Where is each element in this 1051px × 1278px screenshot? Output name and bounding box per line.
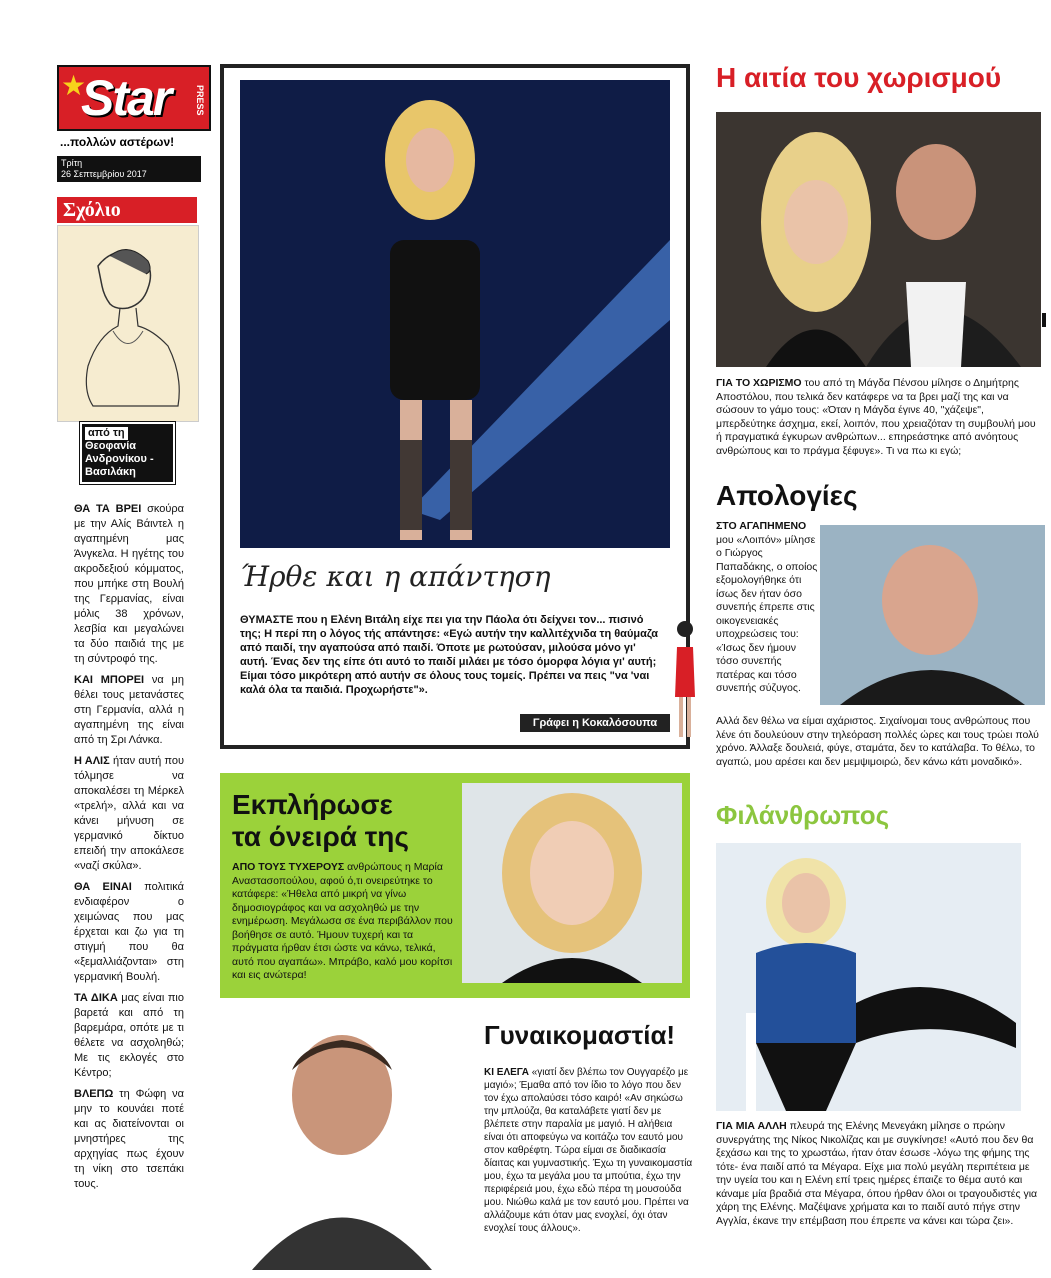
divorce-title: Η αιτία του χωρισμού [716,62,1002,93]
singer-photo [240,80,670,548]
apologies-title: Απολογίες [716,480,858,511]
comment-paragraph: ΤΑ ΔΙΚΑ μας είναι πιο βαρετά και από τη βαρεμάρα, οπότε με τι θέλετε να ασχοληθώ; Με τις εκλογές στο Κέντρο; [74,992,184,1079]
tagline: ...πολλών αστέρων! [60,135,175,149]
star-icon: ★ [61,70,87,101]
actor-photo [222,1015,462,1270]
divorce-text: ΓΙΑ ΤΟ ΧΩΡΙΣΜΟ του από τη Μάγδα Πένσου μίλησε ο Δημήτρης Αποστόλου, που τελικά δεν κατάφερε να τα βρει μαζί της και να σώσουν το γάμο τους: «Όταν η Μάγδα έγινε 40, "χάζεψε", μπερδεύτηκε άσχημα, εκεί, λοιπόν, που χρειαζόταν τη συμβουλή μου ή πραγματικά έγκυρων ανθρώπων... επηρεάστηκε από ανόητους ανθρώπους και το πράγμα ξέφυγε». Τι να πω κι εγώ; [716,377,1036,457]
comment-paragraph: Η ΑΛΙΣ ήταν αυτή που τόλμησε να αποκαλέσει τη Μέρκελ «τρελή», αλλά και να κάνει μήνυση σε γερμανικό δίκτυο επειδή την αποκάλεσε «ναζί σκύλα». [74,755,184,872]
star-logo [57,65,211,131]
issue-day: Τρίτη [61,158,83,168]
section-label-comment: Σχόλιο [57,197,197,223]
apologies-text: ΣΤΟ ΑΓΑΠΗΜΕΝΟ μου «Λοιπόν» μίλησε ο Γιώργος Παπαδάκης, ο οποίος εξομολογήθηκε ότι ίσως δεν ήταν όσο συνεπής έπρεπε στις οικογενειακές υποχρεώσεις του: «Ίσως δεν ήμουν τόσο συνεπής πατέρας και τόσο συνεπής σύζυγος. [716,520,818,694]
couple-photo [716,112,1041,367]
green-story-title: Εκπλήρωσε τα όνειρά της [232,789,409,852]
feature-byline: Γράφει η Κοκαλόσουπα [520,714,670,732]
journalist-photo [462,783,682,983]
logo-sub: PRESS [195,85,205,116]
cartoon-figure [673,617,697,745]
author-from: από τη [85,427,128,440]
author-sketch [57,225,199,422]
comment-column [74,502,184,1198]
issue-date [57,156,201,182]
author-box [80,422,175,484]
comment-paragraph: ΘΑ ΕΙΝΑΙ πολιτικά ενδιαφέρον ο χειμώνας που μας έρχεται και ζω για τη στιγμή που θα «ξεμαλλιάζονται» στη γερμανική Βουλή. [74,881,184,983]
comment-paragraph: ΚΑΙ ΜΠΟΡΕΙ να μη θέλει τους μετανάστες στη Γερμανία, αλλά η αγαπημένη της είναι από τη Σρι Λάνκα. [74,674,184,746]
feature-text: ΘΥΜΑΣΤΕ που η Ελένη Βιτάλη είχε πει για την Πάολα ότι δείχνει τον... πισινό της; Η περί πη ο λόγος τής απάντησε: «Εγώ αυτήν την καλλιτέχνιδα τη θαύμαζα από παιδί, την αγαπούσα από παιδί. Όποτε με ρωτούσαν, μιλούσα μόνο γι' αυτή. Ένας δεν της είπε ότι αυτό το παιδί μιλάει με τόσο όμορφα λόγια γι' αυτή; Είμαι τόσο μικρότερη από αυτήν σε όλους τους τομείς. Πρέπει να πεις "να 'ναι καλά όλα τα παιδιά. Προχωρήστε"». [240,614,659,696]
papadakis-photo [820,525,1045,705]
green-story-text: ΑΠΟ ΤΟΥΣ ΤΥΧΕΡΟΥΣ ανθρώπους η Μαρία Αναστασοπούλου, αφού ό,τι ονειρεύτηκε το κατάφερε: «Ήθελα από μικρή να γίνω δημοσιογράφος και να ασχοληθώ με την ενημέρωση. Μεγάλωσα σε ένα περιβάλλον που βοήθησε σε αυτό. Ήμουν τυχερή και τα πράγματα ήρθαν έτσι ώστε να κάνω, τελικά, αυτό που αγαπάω». Μπράβο, καλό μου κορίτσι και εις ανώτερα! [232,861,453,981]
menegaki-photo [716,843,1021,1111]
comment-paragraph: ΘΑ ΤΑ ΒΡΕΙ σκούρα με την Αλίς Βάιντελ η αγαπημένη μας Άνγκελα. Η ηγέτης του ακροδεξιού κόμματος, που μπήκε στη Βουλή της Γερμανίας, είναι μόλις 38 χρόνων, λεσβία και μεγαλώνει τα δύο παιδιά της με τη σύντροφό της. [74,503,184,665]
feature-title: Ήρθε και η απάντηση [240,560,551,593]
issue-date-text: 26 Σεπτεμβρίου 2017 [61,169,147,179]
author-name: Θεοφανία Ανδρονίκου - Βασιλάκη [85,440,154,478]
gynaikomastia-title: Γυναικομαστία! [484,1020,676,1050]
philanthropist-title: Φιλάνθρωπος [716,800,890,830]
philanthropist-text: ΓΙΑ ΜΙΑ ΑΛΛΗ πλευρά της Ελένης Μενεγάκη μίλησε ο πρώην συνεργάτης της Νίκος Νικολίζας και με συγκίνησε! «Αυτό που δεν θα ξεχάσω και της το χρωστάω, ήταν όταν έσωσε -λόγω της φήμης της τότε- ένα παιδί από τα Μέγαρα. Είχε μια πολύ μεγάλη περιπέτεια με την υγεία του και η Ελένη επί τρεις ημέρες έπαιζε το θέμα αυτό και κάναμε μία βραδιά στα Μέγαρα, όπου ήρθαν όλοι οι τραγουδιστές για χάρη της Ελένης. Μαζέψανε χρήματα και το παιδί αυτό πήγε στην Αγγλία, έκανε την επέμβαση που έπρεπε να κάνει και τώρα ζει». [716,1120,1038,1227]
logo-text: Star [81,70,171,126]
comment-paragraph: ΒΛΕΠΩ τη Φώφη να μην το κουνάει ποτέ και ας διατείνονται οι μνηστήρες της αρχηγίας πως έχουν τη νίκη στο τσεπάκι τους. [74,1088,184,1190]
edge-marker [1042,313,1046,327]
gynaikomastia-text: ΚΙ ΕΛΕΓΑ «γιατί δεν βλέπω τον Ουγγαρέζο με μαγιό»; Έμαθα από τον ίδιο το λόγο που δεν τον έχω απολαύσει τόσο καιρό! «Αν σηκώσω την μπλούζα, θα καταλάβετε γιατί δεν με βλέπετε στην παραλία με μαγιό. Η αλήθεια είναι ότι αποφεύγω να κοιτάζω τον εαυτό μου στον καθρέφτη. Τώρα είμαι σε διαδικασία δίαιτας και γυμναστικής. Έχω τη γυναικομαστία μου, έχω τα μεγάλα μου τα μπούτια, έχω την περιφέρειά μου, έχω εδώ πέρα τη μουσούδα μου. Νιώθω καλά με τον εαυτό μου. Πρέπει να αλλάζουμε κάτι όταν μας ενοχλεί, όχι όταν ενοχλεί τους άλλους». [484,1067,693,1234]
apologies-text-cont: Αλλά δεν θέλω να είμαι αχάριστος. Σιχαίνομαι τους ανθρώπους που λένε ότι δουλεύουν στην τηλεόραση πολλές ώρες και τους τρώει πολύ χρόνο. Άλλαξε δουλειά, φύγε, σταμάτα, δεν το κατάλαβα. Το θέλω, το αγαπώ, μου αρέσει και δεν μεμψιμοιρώ, δεν κάνω κάτι μοναδικό». [716,715,1039,768]
